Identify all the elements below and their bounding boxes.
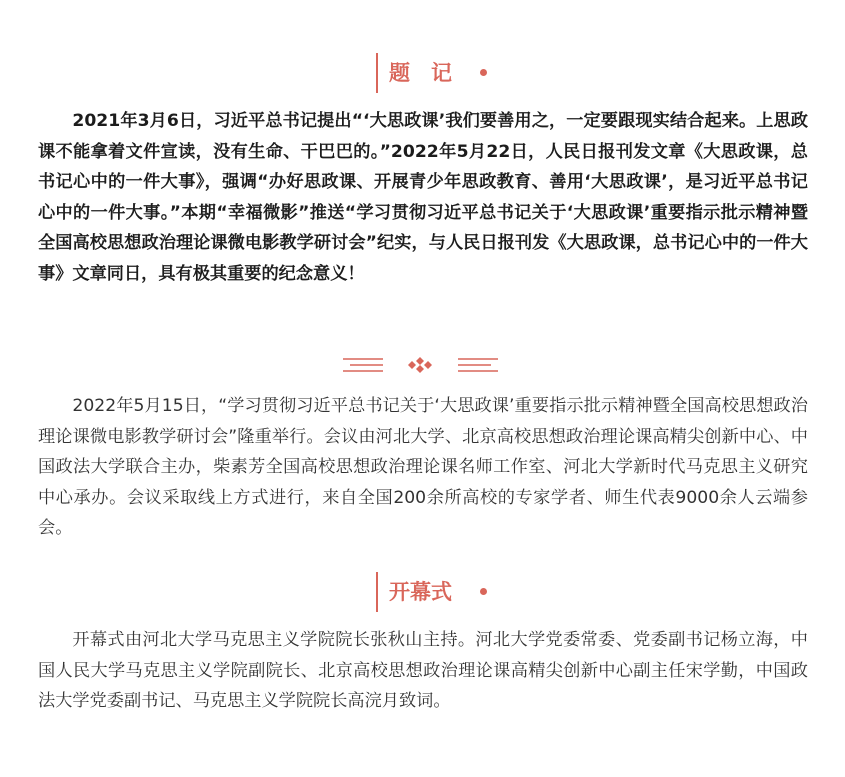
- dot-icon: [480, 588, 487, 595]
- diamond-ornament-icon: [0, 350, 845, 380]
- dot-icon: [480, 69, 487, 76]
- opening-paragraph: 开幕式由河北大学马克思主义学院院长张秋山主持。河北大学党委常委、党委副书记杨立海，中国人民大学马克思主义学院副院长、北京高校思想政治理论课高精尖创新中心副主任宋学勤，中国政法大学党委副书记、马克思主义学院院长高浣月致词。: [38, 630, 808, 711]
- intro-paragraph: 2021年3月6日，习近平总书记提出“‘大思政课’我们要善用之，一定要跟现实结合起来。上思政课不能拿着文件宣读，没有生命、干巴巴的。”2022年5月22日，人民日报刊发文章《大思政课，总书记心中的一件大事》，强调“办好思政课、开展青少年思政教育、善用‘大思政课’，是习近平总书记心中的一件大事。”本期“幸福微影”推送“学习贯彻习近平总书记关于‘大思政课’重要指示批示精神暨全国高校思想政治理论课微电影教学研讨会”纪实，与人民日报刊发《大思政课，总书记心中的一件大事》文章同日，具有极其重要的纪念意义！: [38, 111, 808, 284]
- section-header-bar: [376, 53, 378, 93]
- section-title-opening: 开幕式: [389, 580, 452, 604]
- section-header-intro: [0, 51, 845, 95]
- section-header-bar: [376, 572, 378, 612]
- event-paragraph: 2022年5月15日，“学习贯彻习近平总书记关于‘大思政课’重要指示批示精神暨全国高校思想政治理论课微电影教学研讨会”隆重举行。会议由河北大学、北京高校思想政治理论课高精尖创新中心、中国政法大学联合主办，柴素芳全国高校思想政治理论课名师工作室、河北大学新时代马克思主义研究中心承办。会议采取线上方式进行，来自全国200余所高校的专家学者、师生代表9000余人云端参会。: [38, 396, 808, 538]
- section-divider: [0, 350, 845, 380]
- section-title-intro: 题 记: [389, 61, 452, 85]
- section-header-opening: [0, 570, 845, 614]
